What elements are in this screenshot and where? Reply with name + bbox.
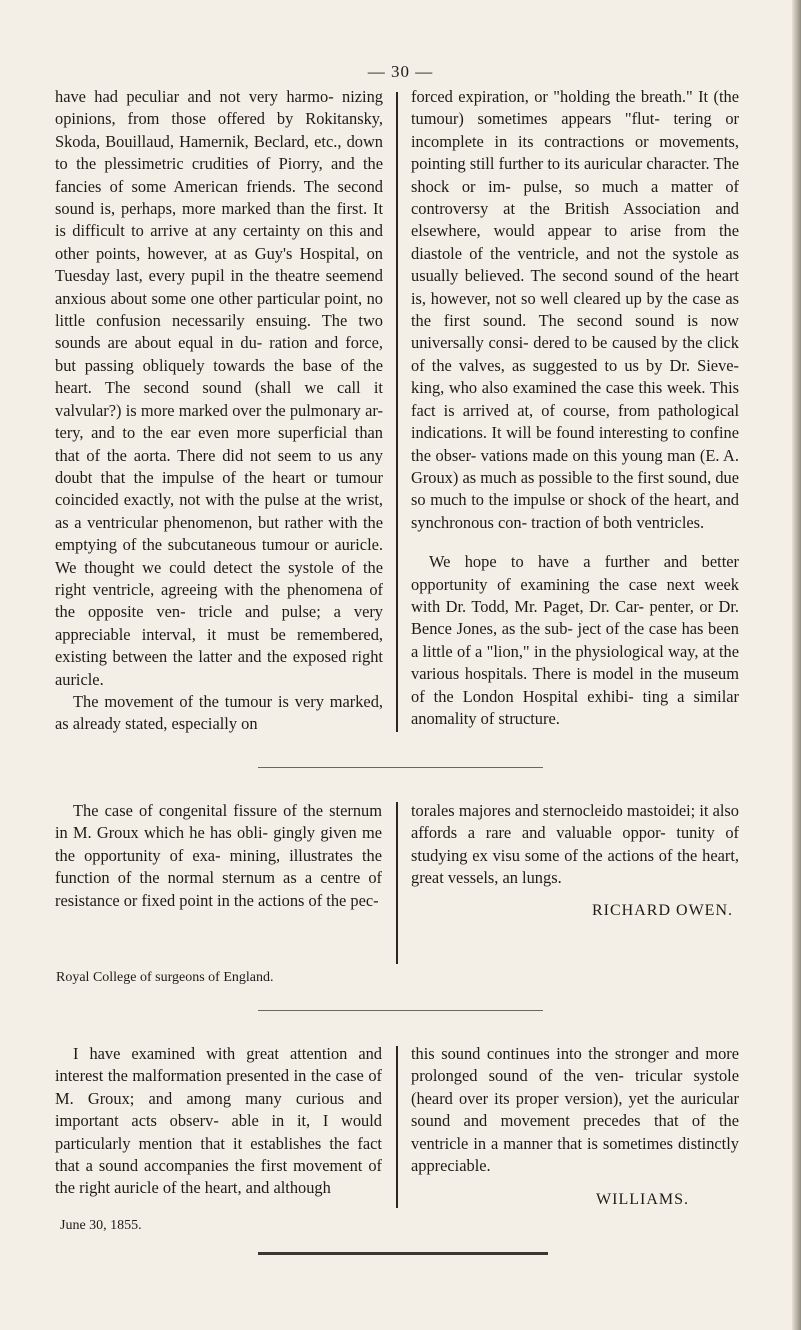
column-divider <box>396 802 398 964</box>
column-divider <box>396 92 398 732</box>
bottom-rule <box>258 1252 548 1255</box>
page-edge-shadow <box>792 0 801 1330</box>
article1-column-right <box>411 86 739 730</box>
article1-right-paragraph-1: forced expiration, or "holding the breath." It (the tumour) sometimes appears "flut- tering or incomplete in its contractions or movements, pointing still further to its auricular character. The shock or im- pulse, so much a matter of controversy at the British Association and elsewhere, would appear to arise from the diastole of the ventricle, and not the systole as usually believed. The second sound of the heart is, however, not so well cleared up by the case as the first sound. The second sound is now universally consi- dered to be caused by the click of the valves, as suggested to us by Dr. Sieve- king, who also examined the case this week. This fact is arrived at, of course, from pathological indications. It will be found interesting to confine the obser- vations made on this young man (E. A. Groux) as much as possible to the first sound, due so much to the impulse or shock of the heart, and synchronous con- traction of both ventricles. <box>411 87 739 532</box>
signature: RICHARD OWEN. <box>592 901 733 919</box>
article3-column-left <box>55 1043 382 1200</box>
article2-column-left <box>55 800 382 912</box>
article1-column-left <box>55 86 383 736</box>
section-separator <box>258 767 543 768</box>
affiliation: Royal College of surgeons of England. <box>56 970 274 985</box>
article3-column-right <box>411 1043 739 1212</box>
article1-right-paragraph-2: We hope to have a further and better opportunity of examining the case next week with Dr. Todd, Mr. Paget, Dr. Car- penter, or Dr. Bence Jones, as the sub- ject of the case has been a little of a "lion," in the physiological way, at the various hospitals. There is model in the museum of the London Hospital exhibi- ting a similar anomality of structure. <box>411 552 739 728</box>
article3-right-paragraph: this sound continues into the stronger and more prolonged sound of the ven- tricular systole (heard over its proper version), yet the auricular sound and movement precedes that of the ventricle in a manner that is sometimes distinctly appreciable. <box>411 1044 739 1176</box>
column-divider <box>396 1046 398 1208</box>
dateline: June 30, 1855. <box>60 1218 142 1233</box>
article2-column-right <box>411 800 739 922</box>
page-number: — 30 — <box>367 62 434 81</box>
article1-left-paragraph: have had peculiar and not very harmo- nizing opinions, from those offered by Rokitansky, Skoda, Bouillaud, Hamernik, Beclard, etc., down to the plessimetric crudities of Piorry, and the fancies of some American friends. The second sound is, perhaps, more marked than the first. It is difficult to arrive at any certainty on this and other points, however, at as Guy's Hospital, on Tuesday last, every pupil in the theatre seemend anxious about some one other particular point, no little confusion necessarily ensuing. The two sounds are about equal in du- ration and force, but passing obliquely towards the base of the heart. The second sound (shall we call it valvular?) is more marked over the pulmonary ar- tery, and to the ear even more superficial than that of the aorta. There did not seem to us any doubt that the impulse of the heart or tumour coincided exactly, not with the pulse at the wrist, as a ventricular phenomenon, but rather with the emptying of the subcutaneous tumour or auricle. We thought we could detect the systole of the right ventricle, agreeing with the phenomena of the opposite ven- tricle and pulse; a very appreciable interval, it must be remembered, existing between the latter and the exposed right auricle. <box>55 87 383 689</box>
article3-left-paragraph: I have examined with great attention and interest the malformation presented in the case of M. Groux; and among many curious and important acts observ- able in it, I would particularly mention that it establishes the fact that a sound accompanies the first movement of the right auricle of the heart, and although <box>55 1044 382 1198</box>
section-separator <box>258 1010 543 1011</box>
article2-right-paragraph: torales majores and sternocleido mastoidei; it also affords a rare and valuable oppor- tunity of studying ex visu some of the actions of the heart, great vessels, an lungs. <box>411 801 739 888</box>
signature: WILLIAMS. <box>596 1191 689 1209</box>
article1-left-paragraph-2: The movement of the tumour is very marked, as already stated, especially on <box>55 691 383 734</box>
article2-left-paragraph: The case of congenital fissure of the sternum in M. Groux which he has obli- gingly given me the opportunity of exa- mining, illustrates the function of the normal sternum as a centre of resistance or fixed point in the actions of the pec- <box>55 801 382 910</box>
